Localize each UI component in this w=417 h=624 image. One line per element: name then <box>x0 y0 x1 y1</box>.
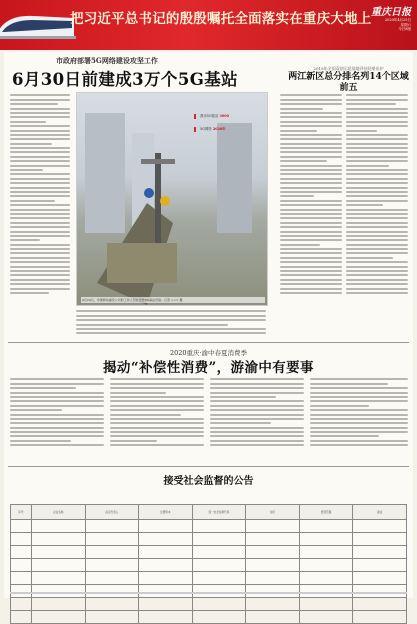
info-value-1: 2020年 <box>212 127 226 131</box>
section2-kicker: 2020重庆·渝中春夏消费季 <box>169 349 248 357</box>
table-row <box>11 520 407 533</box>
masthead-meta-0: 2020年4月25日 <box>384 18 411 22</box>
table-row <box>11 598 407 611</box>
sidebar-headline: 两江新区总分排名列14个区域前五 <box>288 72 409 93</box>
notice-col-7: 备注 <box>353 505 407 520</box>
notice-title: 接受社会监督的公告 <box>163 476 254 487</box>
lead-kicker: 市政府部署5G网络建设攻坚工作 <box>56 56 158 65</box>
section-divider-1 <box>8 342 409 343</box>
masthead-meta-2: 今日8版 <box>398 27 411 31</box>
table-row <box>11 611 407 624</box>
section2-col-b <box>110 376 204 462</box>
sidebar-kicker: 2019年全国双创示范基地评估结果出炉 <box>313 66 384 71</box>
notice-table <box>10 504 407 624</box>
info-label-1: 5G网络 <box>200 127 212 131</box>
table-row <box>11 533 407 546</box>
newspaper-logo: 重庆日报 <box>371 7 411 18</box>
info-label-0: 我市5G基站 <box>200 114 219 118</box>
banner-slogan: 把习近平总书记的殷殷嘱托全面落实在重庆大地上 <box>70 11 372 27</box>
section2-col-a <box>10 376 104 462</box>
notice-col-4: 统一社会信用代码 <box>192 505 246 520</box>
front-page <box>4 52 413 598</box>
lead-body-column-1 <box>10 92 70 334</box>
section2-col-d <box>310 376 408 462</box>
page-footer-rule <box>10 592 407 594</box>
notice-col-1: 企业名称 <box>32 505 86 520</box>
infographic <box>194 114 266 140</box>
bullet-train-icon <box>0 6 76 46</box>
notice-col-2: 法定代表人 <box>85 505 139 520</box>
notice-col-5: 住所 <box>246 505 300 520</box>
photo-caption: 4月24日，中国移动重庆公司的工作人员在安装5G基站设备。记者 ××× 摄 <box>81 297 265 303</box>
table-row <box>11 546 407 559</box>
notice-table-header <box>11 505 407 520</box>
lead-headline: 6月30日前建成3万个5G基站 <box>12 70 238 89</box>
notice-col-3: 注册资本 <box>139 505 193 520</box>
masthead-meta-1: 星期六 <box>400 22 411 27</box>
info-value-0: 3000 <box>219 114 229 118</box>
table-row <box>11 585 407 598</box>
sidebar-body-2 <box>346 92 408 332</box>
notice-col-0: 序号 <box>11 505 32 520</box>
sidebar-body-1 <box>280 92 342 332</box>
section2-headline: 揭动“补偿性消费”，游渝中有要事 <box>103 360 314 376</box>
section2-col-c <box>210 376 304 462</box>
masthead <box>359 3 411 32</box>
lead-body-column-2 <box>76 308 266 338</box>
table-row <box>11 572 407 585</box>
section-divider-2 <box>8 466 409 467</box>
table-row <box>11 559 407 572</box>
sidebar-title <box>286 66 411 94</box>
notice-col-6: 经营范围 <box>299 505 353 520</box>
top-banner <box>0 0 417 50</box>
info-item-0 <box>194 114 266 119</box>
info-item-1 <box>194 127 266 132</box>
